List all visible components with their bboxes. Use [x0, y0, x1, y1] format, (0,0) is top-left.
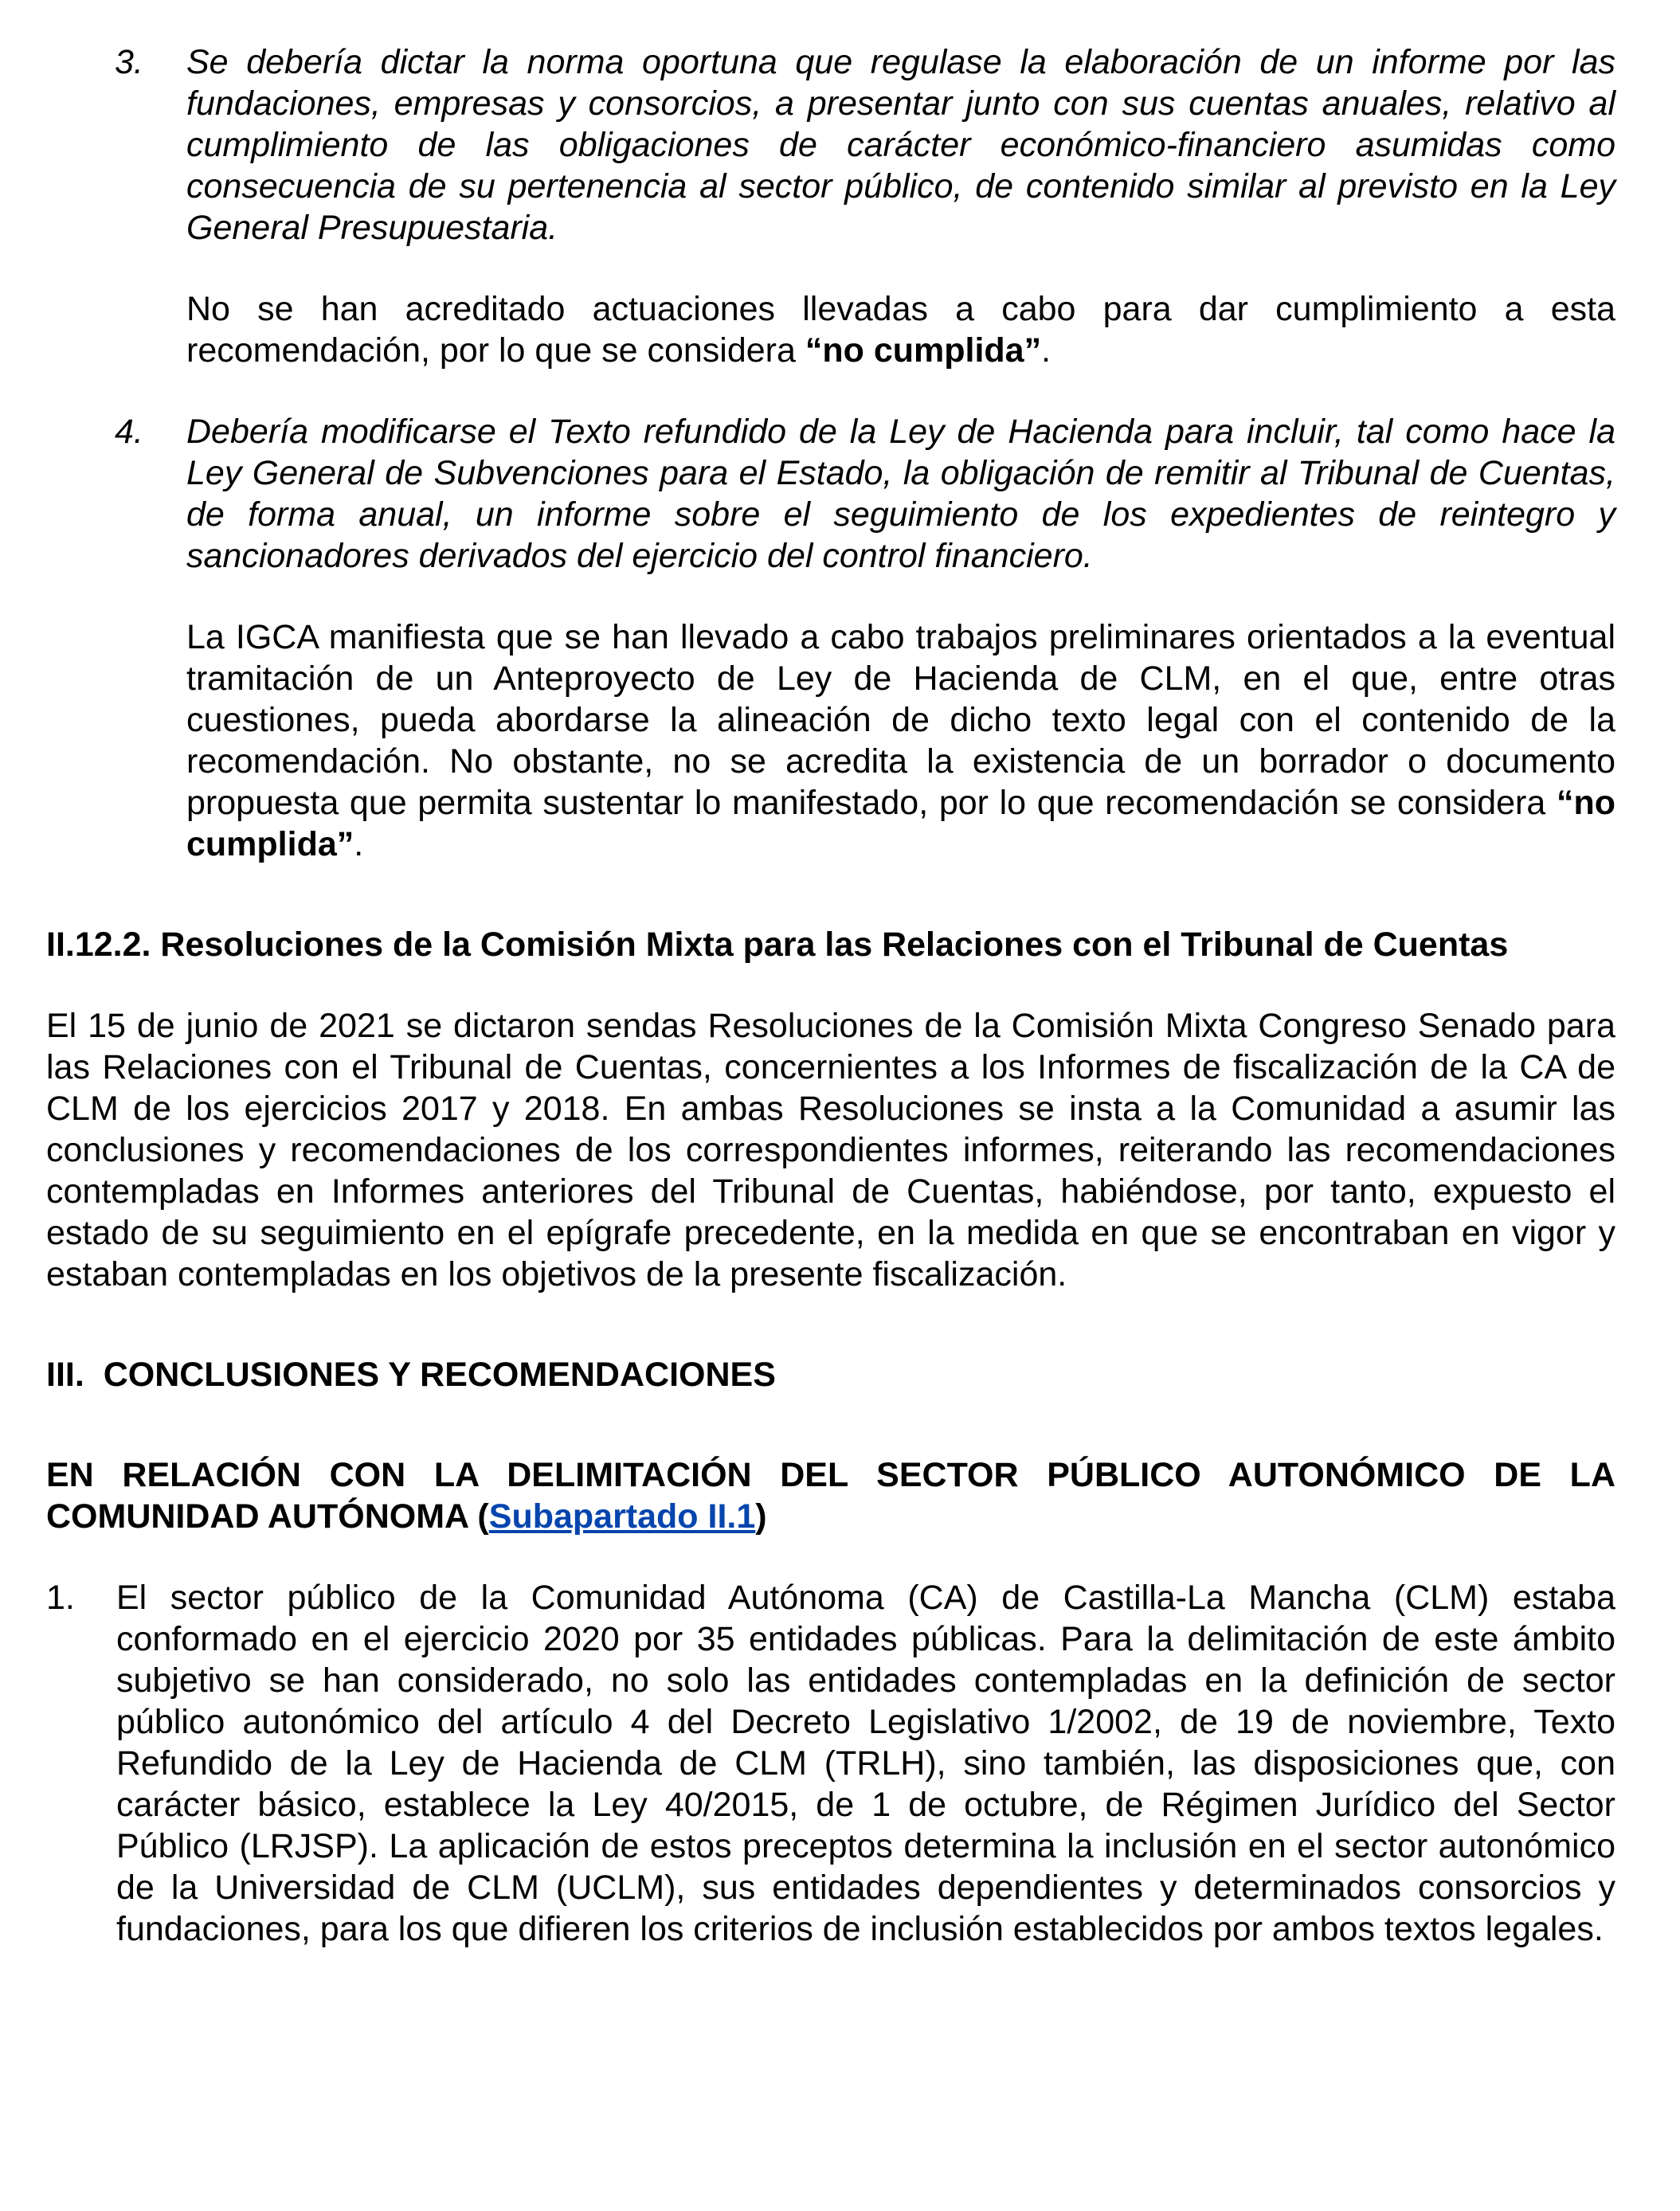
recommendation-evaluation — [186, 616, 1615, 865]
section-heading-ii-12-2: II.12.2. Resoluciones de la Comisión Mixta para las Relaciones con el Tribunal de Cuentas — [46, 925, 1509, 964]
conclusion-number: 1. — [46, 1579, 75, 1617]
subsection-title: EN RELACIÓN CON LA DELIMITACIÓN DEL SECTOR PÚBLICO AUTONÓMICO DE LA COMUNIDAD AUTÓNOMA — [46, 1456, 1615, 1536]
section-heading-iii — [46, 1354, 1615, 1395]
paragraph-ii-12-2: El 15 de junio de 2021 se dictaron sendas Resoluciones de la Comisión Mixta Congreso Senado para las Relaciones con el Tribunal de Cuentas, concernientes a los Informes de fiscalización de la CA de CLM de los ejercicios 2017 y 2018. En ambas Resoluciones se insta a la Comunidad a asumir las conclusiones y recomendaciones de los correspondientes informes, reiterando las recomendaciones contempladas en Informes anteriores del Tribunal de Cuentas, habiéndose, por tanto, expuesto el estado de su seguimiento en el epígrafe precedente, en la medida en que se encontraban en vigor y estaban contempladas en los objetivos de la presente fiscalización. — [46, 1007, 1615, 1293]
evaluation-end: . — [354, 825, 364, 863]
document-page — [46, 41, 1615, 1950]
recommendation-item-3 — [46, 41, 1615, 371]
evaluation-text: La IGCA manifiesta que se han llevado a cabo trabajos preliminares orientados a la eventual tramitación de un Anteproyecto de Ley de Hacienda de CLM, en el que, entre otras cuestiones, pueda abordarse la alineación de dicho texto legal con el contenido de la recomendación. No obstante, no se acredita la existencia de un borrador o documento propuesta que permita sustentar lo manifestado, por lo que recomendación se considera — [186, 618, 1615, 822]
recommendation-text: Debería modificarse el Texto refundido de la Ley de Hacienda para incluir, tal como hace la Ley General de Subvenciones para el Estado, la obligación de remitir al Tribunal de Cuentas, de forma anual, un informe sobre el seguimiento de los expedientes de reintegro y sancionadores derivados del ejercicio del control financiero. — [186, 413, 1615, 575]
recommendation-item-4 — [46, 411, 1615, 865]
conclusion-text: El sector público de la Comunidad Autónoma (CA) de Castilla-La Mancha (CLM) estaba conformado en el ejercicio 2020 por 35 entidades públicas. Para la delimitación de este ámbito subjetivo se han considerado, no solo las entidades contempladas en la definición de sector público autonómico del artículo 4 del Decreto Legislativo 1/2002, de 19 de noviembre, Texto Refundido de la Ley de Hacienda de CLM (TRLH), sino también, las disposiciones que, con carácter básico, establece la Ley 40/2015, de 1 de octubre, de Régimen Jurídico del Sector Público (LRJSP). La aplicación de estos preceptos determina la inclusión en el sector autonómico de la Universidad de CLM (UCLM), sus entidades dependientes y determinados consorcios y fundaciones, para los que difieren los criterios de inclusión establecidos por ambos textos legales. — [116, 1579, 1615, 1948]
subsection-heading — [46, 1454, 1615, 1537]
conclusion-item-1 — [46, 1577, 1615, 1950]
evaluation-text: No se han acreditado actuaciones llevadas a cabo para dar cumplimiento a esta recomendación, por lo que se considera — [186, 290, 1615, 370]
recommendation-text: Se debería dictar la norma oportuna que regulase la elaboración de un informe por las fundaciones, empresas y consorcios, a presentar junto con sus cuentas anuales, relativo al cumplimiento de las obligaciones de carácter económico-financiero asumidas como consecuencia de su pertenencia al sector público, de contenido similar al previsto en la Ley General Presupuestaria. — [186, 43, 1615, 247]
recommendation-number: 3. — [115, 43, 143, 81]
status-badge: “no cumplida” — [186, 784, 1615, 863]
subsection-open-paren: ( — [468, 1497, 489, 1536]
section-number: III. — [46, 1356, 84, 1394]
recommendation-evaluation — [186, 288, 1615, 371]
subsection-close-paren: ) — [755, 1497, 767, 1536]
section-title: CONCLUSIONES Y RECOMENDACIONES — [103, 1356, 776, 1394]
status-badge: “no cumplida” — [805, 331, 1042, 370]
subapartado-link[interactable]: Subapartado II.1 — [488, 1497, 756, 1536]
recommendation-number: 4. — [115, 413, 143, 451]
evaluation-end: . — [1041, 331, 1051, 370]
